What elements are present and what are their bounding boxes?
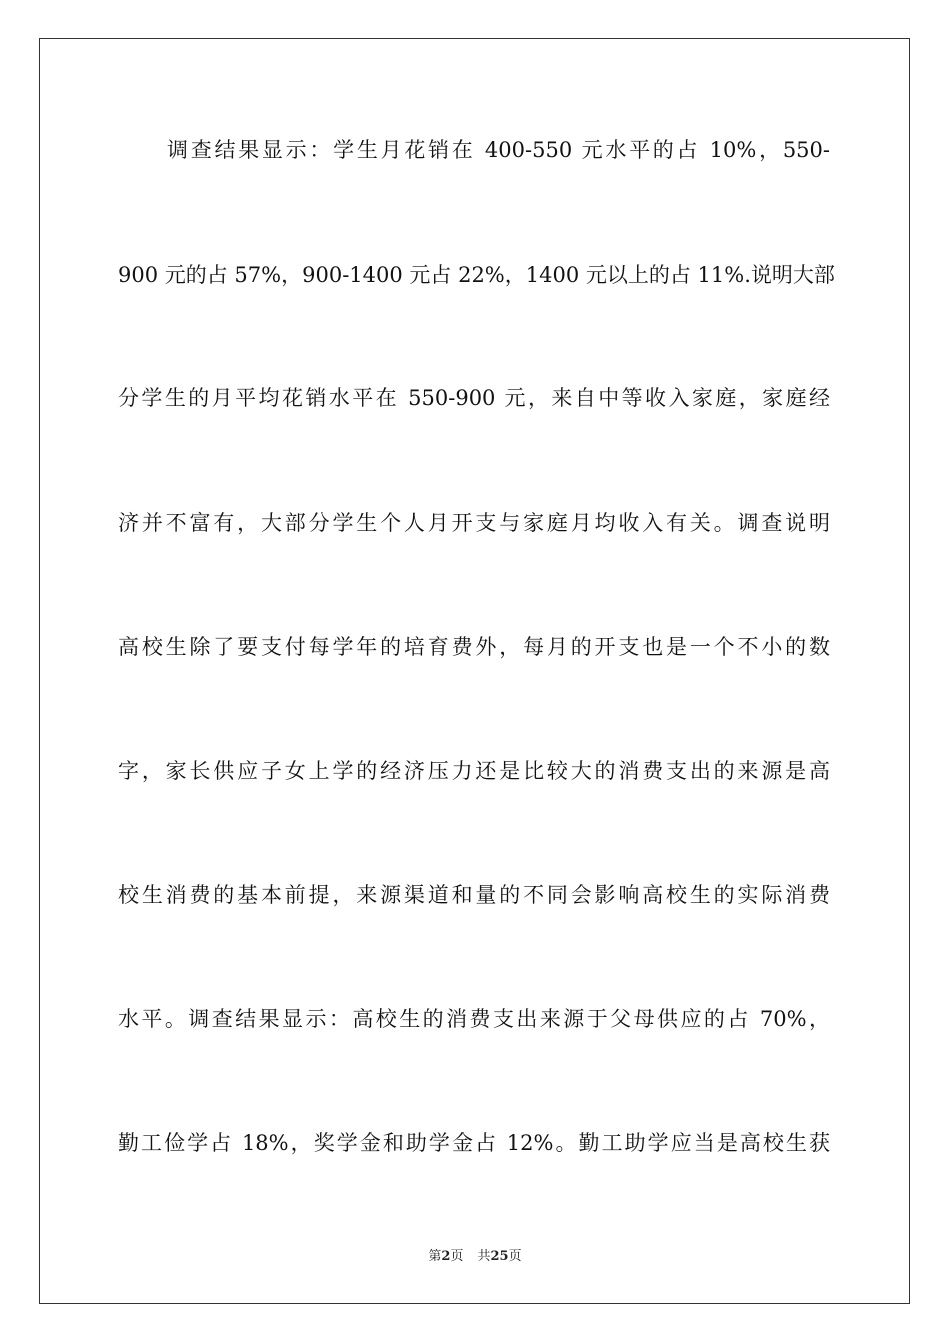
- page-prefix: 第: [428, 1249, 442, 1264]
- text-line: 高校生除了要支付每学年的培育费外，每月的开支也是一个不小的数: [118, 635, 830, 659]
- text-line: 调查结果显示：学生月花销在 400-550 元水平的占 10%，550-: [167, 138, 830, 162]
- total-prefix: 共: [477, 1249, 491, 1264]
- text-line: 勤工俭学占 18%，奖学金和助学金占 12%。勤工助学应当是高校生获: [118, 1131, 830, 1155]
- page-footer: [0, 1248, 950, 1266]
- text-line: 900 元的占 57%，900-1400 元占 22%，1400 元以上的占 11%.说明大部: [118, 263, 835, 287]
- page-suffix: 页: [450, 1249, 464, 1264]
- text-line: 字，家长供应子女上学的经济压力还是比较大的消费支出的来源是高: [118, 759, 830, 783]
- text-line: 水平。调查结果显示：高校生的消费支出来源于父母供应的占 70%，: [118, 1007, 830, 1031]
- total-pages: 25: [490, 1249, 509, 1264]
- text-line: 校生消费的基本前提，来源渠道和量的不同会影响高校生的实际消费: [118, 883, 830, 907]
- text-line: 分学生的月平均花销水平在 550-900 元，来自中等收入家庭，家庭经: [118, 386, 830, 410]
- total-suffix: 页: [508, 1249, 522, 1264]
- page-number: 2: [441, 1249, 451, 1264]
- text-line: 济并不富有，大部分学生个人月开支与家庭月均收入有关。调查说明: [118, 511, 830, 535]
- page-border: [39, 38, 910, 1304]
